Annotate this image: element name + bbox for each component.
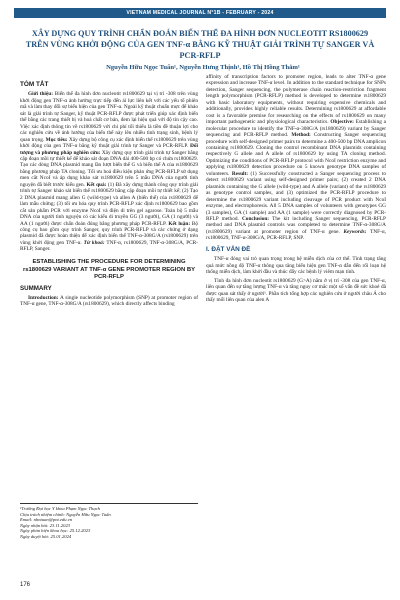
- label: Conclusion:: [241, 215, 270, 222]
- label: Method:: [291, 132, 311, 139]
- text: Establishing a molecular procedure to identify the TNF-α-308G/A (rs1800629) variant by Sanger sequencing and PCR-RFLP method.: [206, 119, 386, 139]
- section-heading-intro: I. ĐẶT VẤN ĐỀ: [206, 245, 251, 253]
- footnote-block: [20, 503, 198, 540]
- footnote-corresponding: Chịu trách nhiệm chính: Nguyễn Hữu Ngọc Tuấn: [20, 511, 111, 517]
- text: Xây dựng quy trình giải trình tự Sanger bằng cặp đoạn mồi tự thiết kế để khảo sát đoạn DNA dài 400-500 bp có chứa rs1800629. Tạo các dòng DNA plasmid mang lần lượt biến thể G và biến thể A của rs1800629 bằng phương pháp TA cloning. Tối ưu hoá điều kiện phản ứng PCR-RFLP sử dụng men cắt NcoI và áp dụng khảo sát rs1800629 trên 5 mẫu DNA của người tình nguyện đã biết trước kiểu gen.: [20, 149, 198, 188]
- intro-paragraph-1: TNF-α đóng vai trò quan trọng trong hệ miễn dịch của cơ thể. Tình trạng tăng quá mức nồng độ TNF-α thông qua tăng biểu hiện gen TNF-α dẫn đến rối loạn hệ thống miễn dịch, làm khởi đầu và thúc đẩy các bệnh lý viêm mạn tính.: [206, 256, 386, 276]
- right-column: [206, 74, 386, 305]
- journal-header: VIETNAM MEDICAL JOURNAL N°1B - FEBRUARY - 2024: [14, 8, 386, 18]
- text: affinity of transcription factors to promoter region, leads to alter TNF-α gene expression and increase TNF-α level. In addition to the standard technique for SNPs detection, Sanger sequencing, the polymerase chain reaction-restriction fragment length polymorphism (PCR-RFLP) method is developed to determine rs1800629 with basic laboratory equipments, without requiring expensive chemicals and additionally, provides highly reliable results. Determining rs1800629 at affordable cost is a favorable premise for researching on the effects of rs1800629 on many important pathogenetic and physiological characteristics.: [206, 74, 386, 126]
- footnote-accepted: Ngày duyệt bài: 25.01.2024: [20, 533, 72, 539]
- intro-paragraph-2: Tình đa hình đơn nucleotit rs1800629 (G>A) nằm ở vị trí -308 của gen TNF-α, liên quan đến sự tăng lượng TNF-α và tăng nguy cơ mắc một số vấn đề sức khoẻ đã được quan sát thấy ở người¹. Phần tích tổng hợp các nghiên cứu ở người châu Á cho thấy mối liên quan của alen A: [206, 277, 386, 303]
- label: Giới thiệu:: [28, 91, 53, 98]
- label: Kết quả:: [86, 181, 107, 188]
- left-column: [20, 80, 198, 310]
- footnote-reviewed: Ngày phản biện khoa học: 25.12.2023: [20, 528, 91, 534]
- footnote-received: Ngày nhận bài: 23.11.2023: [20, 522, 71, 528]
- text: (1) Successfully constructed a Sanger sequencing process to detect rs1800629 variant using self-designed primer pairs; (2) created 2 DNA plasmids containing the G allele (wild-type) and A allele (variant) of the rs1800629 as genotype control samples, and (3) optimized the PCR-RFLP procedure to determine the rs1800629 variant including cleavage of PCR product with NcoI enzyme, and electrophoresis. All 5 DNA samples of volunteers with genotypes GG (3 samples), GA (1 sample) and AA (1 sample) were correctly diagnosed by PCR-RFLP method.: [206, 170, 387, 222]
- footnote-email: Email: nhntuan@pnt.edu.vn: [20, 517, 73, 523]
- text: A single nucleotide polymorphism (SNP) at promoter region of TNF-α gene, TNF-α-308G/A (rs1800629), which directly affects binding: [20, 294, 198, 308]
- text: Xây dựng bộ công cụ xác định biến thể rs1800629 trên vùng khởi động của gen TNF-α bằng kỹ thuật giải trình tự Sanger và PCR-RFLP.: [20, 136, 198, 150]
- label: Result:: [231, 170, 249, 177]
- text: Biến thể đa hình đơn nucleotit rs1800629 tại vị trí -308 trên vùng khởi động gen TNF-α ảnh hưởng trực tiếp đến ái lực liên kết với các yếu tố phiên mã và làm thay đổi sự biểu hiện của gen TNF-α. Ngoài kỹ thuật chuẩn mực để khảo sát là giải trình tự Sanger, kỹ thuật PCR-RFLP được phát triển giúp xác định biến thể bằng các trang thiết bị và hoá chất cơ bản, đem lại hiệu quả với độ tin cậy cao. Việc xác định thông tin về rs1800629 với chi phí tối thiểu là tiền đề thuận lợi cho các nghiên cứu về ảnh hưởng của biến thể này lên nhiều tình trạng sinh, bệnh lý quan trọng.: [20, 91, 198, 143]
- label: Introduction:: [28, 294, 59, 301]
- label: Mục tiêu:: [45, 136, 68, 143]
- summary-intro: [20, 295, 198, 308]
- label: Kết luận:: [168, 220, 191, 227]
- text: The kit including Sanger sequencing, PCR-RFLP method and DNA plasmid controls was completed to determine TNF-α-308G/A (rs1800629) variant at promoter region of TNF-α gene.: [206, 215, 386, 235]
- label: Objective:: [330, 119, 354, 126]
- summary-heading: SUMMARY: [20, 285, 52, 293]
- text: TNF-α, rs1800629, TNF-α-308G/A, PCR-RFLP, Sanger.: [20, 239, 198, 253]
- text: TNF-α, rs1800629, TNF-α-308G/A, PCR-RFLP, SNP.: [206, 228, 386, 242]
- label: Đối tượng và phương pháp nghiên cứu:: [20, 143, 198, 156]
- text: (1) Đã xây dựng thành công quy trình giải trình tự Sanger khảo sát biến thể rs1800629 bằng cặp đoạn mồi tự thiết kế; (2) Tạo 2 DNA plasmid mang allen G (wild-type) và allen A (biến thể) của rs1800629 để làm mẫu chứng; (3) tối ưu hóa quy trình PCR-RFLP xác định rs1800629 bao gồm cắt sản phẩm PCR với enzyme NcoI và điện di trên gel agarose. Toàn bộ 5 mẫu DNA của người tình nguyện có các kiểu di truyền GG (3 người), GA (1 người) và AA (1 người) được chẩn đoán đúng bằng phương pháp PCR-RFLP.: [20, 181, 198, 227]
- page-number: 176: [20, 582, 31, 588]
- summary-continued: [206, 74, 386, 242]
- label: Keywords:: [343, 228, 367, 235]
- text: Constructing Sanger sequencing procedure with self-designed primer pairs to determine a 400-500 bp DNA amplicon containing rs1800629. Cloning the control recombinant DNA plasmids containing respectively G allele and A allele of rs1800629 by using TA cloning method. Optimizing the conditions of PCR-RFLP protocol with NcoI restriction enzyme and applying rs1800629 detection procedure on 5 known genotype DNA samples of volunteers.: [206, 132, 387, 177]
- tomtat-intro: [20, 91, 198, 252]
- article-title: XÂY DỰNG QUY TRÌNH CHẨN ĐOÁN BIẾN THỂ ĐA HÌNH ĐƠN NUCLEOTIT RS1800629 TRÊN VÙNG KHỞI ĐỘNG CỦA GEN TNF-α BẰNG KỸ THUẬT GIẢI TRÌNH TỰ SANGER VÀ PCR-RFLP: [25, 29, 375, 60]
- english-title: ESTABLISHING THE PROCEDURE FOR DETERMINING rs1800629 VARIANT AT TNF-α GENE PROMOTER REGION BY PCR-RFLP: [22, 258, 196, 281]
- footnote-affiliation: ¹Trường Đại học Y khoa Phạm Ngọc Thạch: [20, 506, 100, 511]
- label: Từ khoá:: [83, 239, 105, 246]
- text: Bộ công cụ bao gồm quy trình Sanger, quy trình PCR-RFLP và các chứng ở dạng plasmid đã được hoàn thiện để xác định biến thể TNF-α-308G/A (rs1800629) trên vùng khởi động gen TNF-α.: [20, 220, 199, 246]
- article-authors: Nguyễn Hữu Ngọc Tuấn¹, Nguyễn Hưng Thịnh¹, Hồ Thị Hồng Thắm¹: [106, 64, 300, 71]
- tomtat-heading: TÓM TẮT: [20, 81, 49, 88]
